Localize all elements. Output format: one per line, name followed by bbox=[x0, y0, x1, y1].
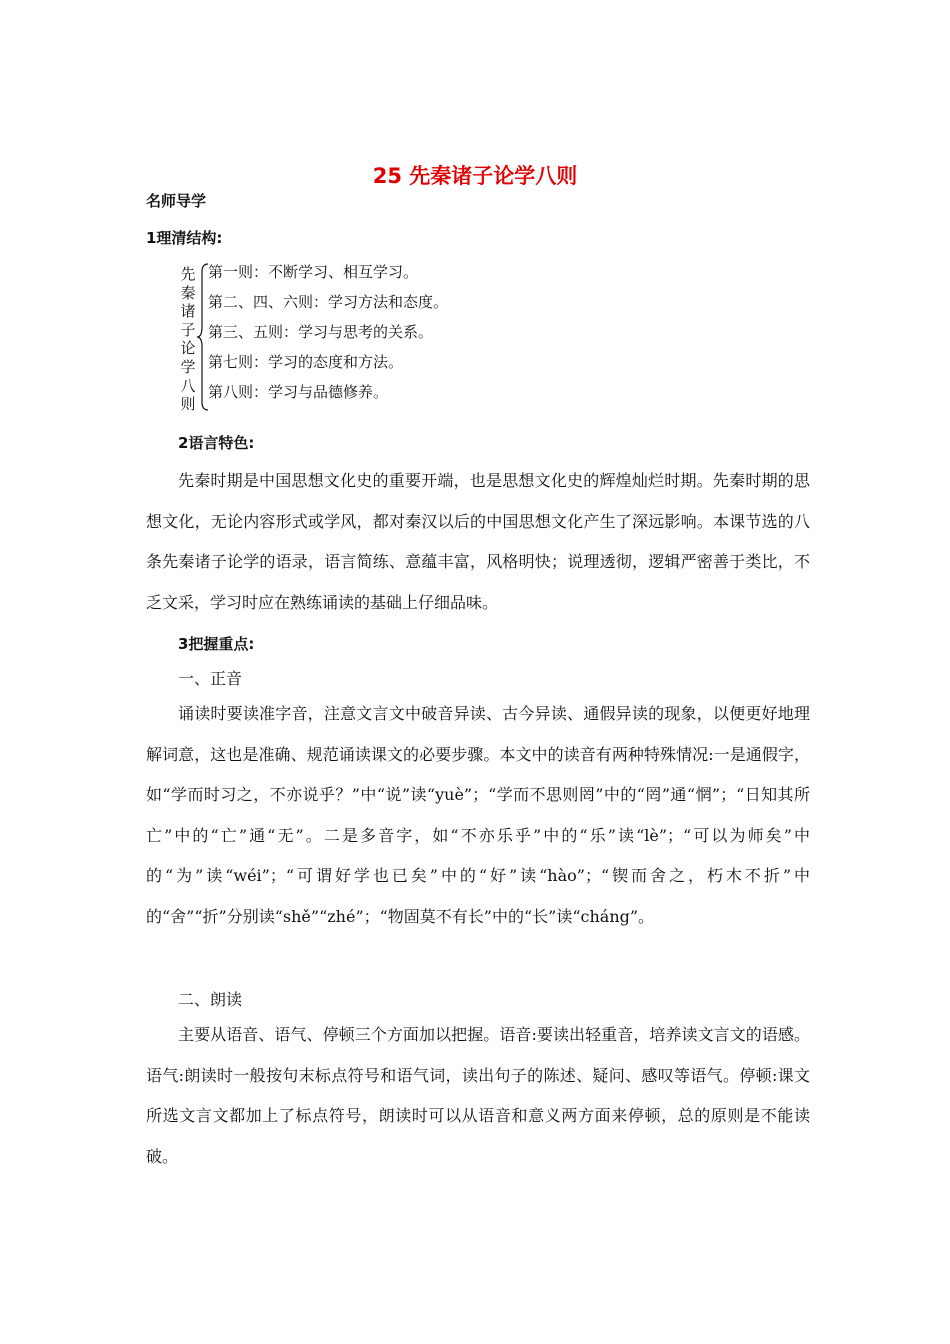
pronunciation-subheading: 一、正音 bbox=[178, 669, 243, 688]
structure-root-vertical bbox=[178, 265, 198, 414]
structure-items bbox=[208, 262, 448, 412]
document-title: 25 先秦诸子论学八则 bbox=[372, 164, 578, 188]
reading-paragraph: 主要从语音、语气、停顿三个方面加以把握。语音:要读出轻重音，培养读文言文的语感。语气:朗读时一般按句末标点符号和语气词，读出句子的陈述、疑问、感叹等语气。停顿:课文所选文言文都加上了标点符号，朗读时可以从语音和意义两方面来停顿，总的原则是不能读破。 bbox=[146, 1025, 810, 1166]
structure-root-char: 子 bbox=[180, 320, 196, 339]
structure-root-char: 先 bbox=[180, 265, 196, 283]
language-heading: 2语言特色: bbox=[178, 434, 255, 452]
reading-subheading: 二、朗读 bbox=[178, 990, 243, 1009]
structure-item: 第三、五则：学习与思考的关系。 bbox=[208, 323, 434, 341]
structure-item: 第八则：学习与品德修养。 bbox=[208, 383, 389, 401]
structure-item: 第一则：不断学习、相互学习。 bbox=[208, 263, 419, 281]
structure-item: 第七则：学习的态度和方法。 bbox=[208, 353, 404, 371]
structure-root-char: 则 bbox=[180, 395, 196, 414]
section-heading: 名师导学 bbox=[146, 192, 207, 210]
pronunciation-paragraph: 诵读时要读准字音，注意文言文中破音异读、古今异读、通假异读的现象，以便更好地理解词意，这也是准确、规范诵读课文的必要步骤。本文中的读音有两种特殊情况:一是通假字，如“学而时习之，不亦说乎？”中“说”读“yuè”；“学而不思则罔”中的“罔”通“惘”；“日知其所亡”中的“亡”通“无”。二是多音字，如“不亦乐乎”中的“乐”读“lè”；“可以为师矣”中的“为”读“wéi”；“可谓好学也已矣”中的“好”读“hào”；“锲而舍之，朽木不折”中的“舍”“折”分别读“shě”“zhé”；“物固莫不有长”中的“长”读“cháng”。 bbox=[146, 704, 810, 926]
focus-heading: 3把握重点: bbox=[178, 635, 255, 653]
structure-root-char: 秦 bbox=[180, 283, 196, 302]
structure-root-char: 学 bbox=[180, 357, 196, 376]
structure-root-char: 论 bbox=[180, 339, 196, 358]
structure-root-char: 八 bbox=[180, 376, 196, 395]
structure-item: 第二、四、六则：学习方法和态度。 bbox=[208, 293, 449, 311]
structure-heading: 1理清结构: bbox=[146, 229, 223, 247]
language-paragraph: 先秦时期是中国思想文化史的重要开端，也是思想文化史的辉煌灿烂时期。先秦时期的思想文化，无论内容形式或学风，都对秦汉以后的中国思想文化产生了深远影响。本课节选的八条先秦诸子论学的语录，语言简练、意蕴丰富，风格明快；说理透彻，逻辑严密善于类比，不乏文采，学习时应在熟练诵读的基础上仔细品味。 bbox=[146, 471, 810, 612]
structure-root-char: 诸 bbox=[180, 302, 196, 321]
